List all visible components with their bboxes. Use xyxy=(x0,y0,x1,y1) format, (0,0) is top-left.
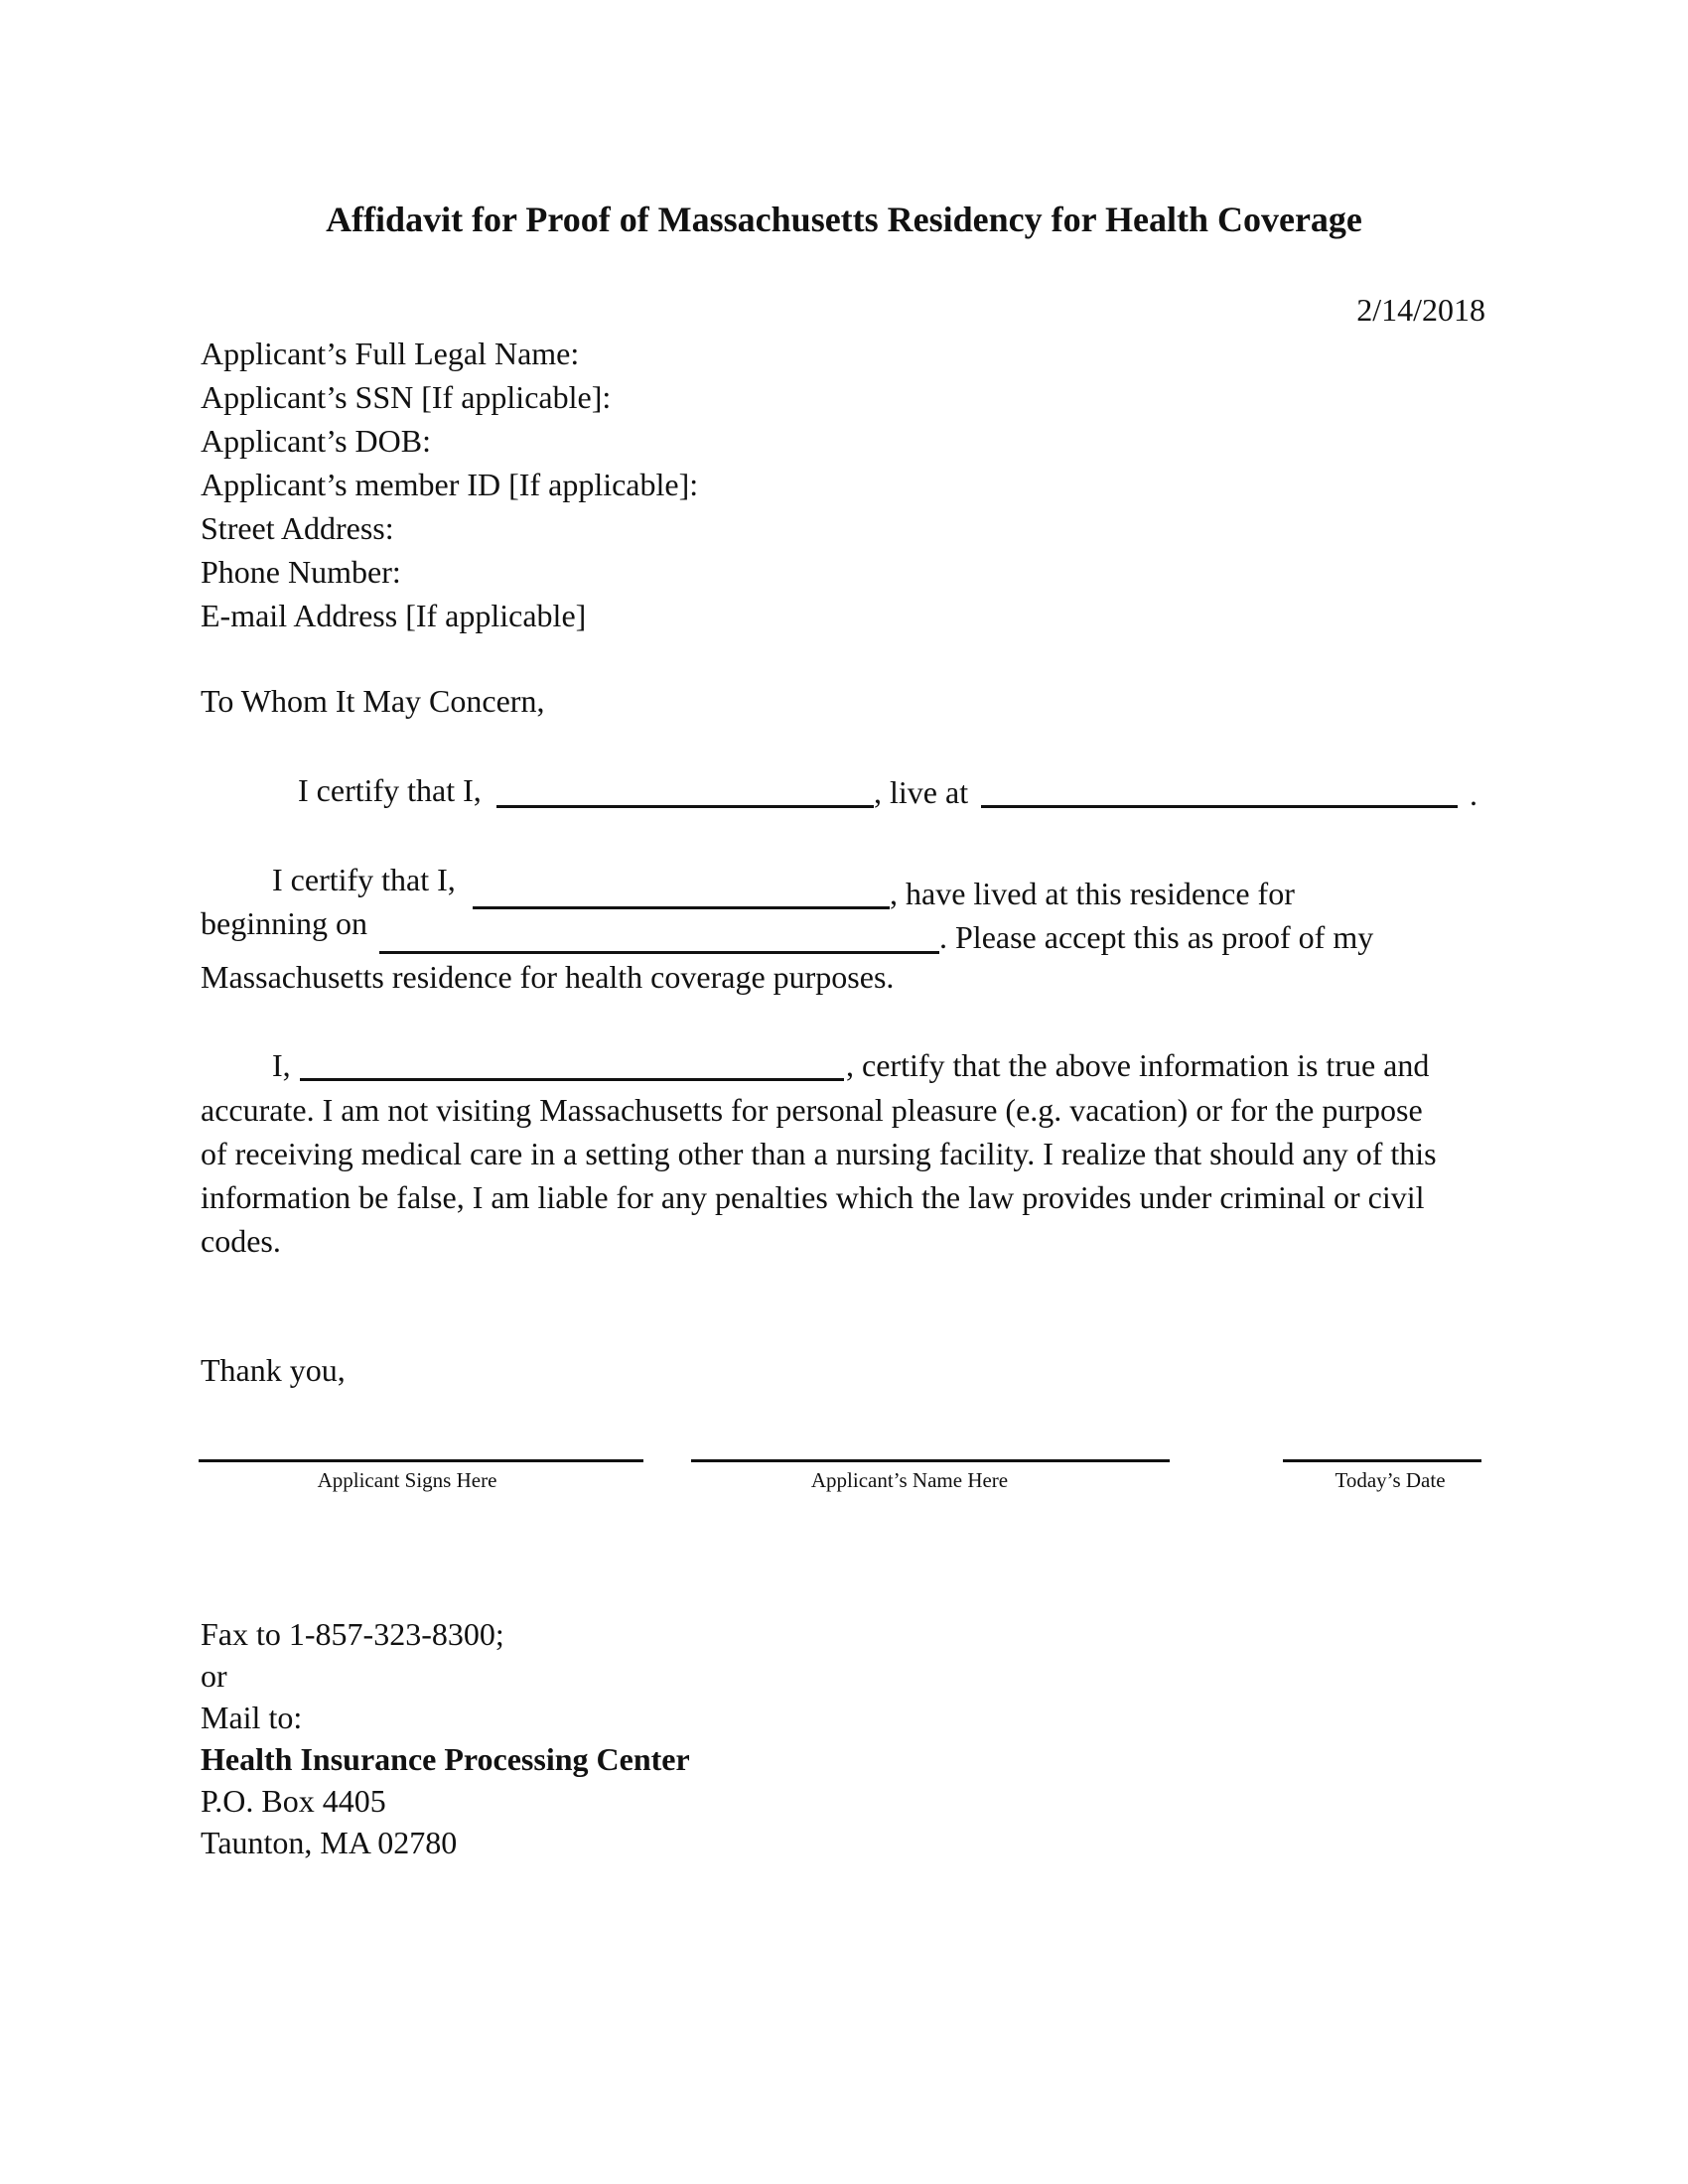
mail-to-label: Mail to: xyxy=(201,1700,303,1735)
field-dob: Applicant’s DOB: xyxy=(201,423,431,459)
cert1-mid: , live at xyxy=(874,774,969,810)
cert2-name-blank[interactable] xyxy=(473,906,890,909)
field-street-address: Street Address: xyxy=(201,510,394,546)
cert3-body xyxy=(201,1088,1491,1263)
field-email-address: E-mail Address [If applicable] xyxy=(201,598,587,633)
fax-number: Fax to 1-857-323-8300; xyxy=(201,1616,504,1652)
cert1-name-blank[interactable] xyxy=(496,805,874,808)
todays-date-label: Today’s Date xyxy=(1335,1468,1446,1492)
cert2-mid: , have lived at this residence for xyxy=(890,876,1295,911)
signature-line[interactable] xyxy=(199,1459,643,1462)
signature-label: Applicant Signs Here xyxy=(317,1468,497,1492)
applicant-info-fields xyxy=(201,332,698,637)
po-box: P.O. Box 4405 xyxy=(201,1783,386,1819)
cert1-address-blank[interactable] xyxy=(981,805,1458,808)
cert2-date-blank[interactable] xyxy=(379,951,939,954)
cert2-line2-prefix: beginning on xyxy=(201,905,367,941)
applicant-name-label: Applicant’s Name Here xyxy=(810,1468,1009,1492)
cert2-prefix: I certify that I, xyxy=(272,862,456,897)
cert3-body-line: information be false, I am liable for any penalties which the law provides under criminal or civil xyxy=(201,1179,1425,1215)
field-member-id: Applicant’s member ID [If applicable]: xyxy=(201,467,699,502)
cert3-body-line: codes. xyxy=(201,1223,281,1259)
cert3-name-blank[interactable] xyxy=(300,1078,844,1081)
processing-center-name: Health Insurance Processing Center xyxy=(201,1741,690,1777)
or-text: or xyxy=(201,1658,227,1694)
cert3-body-line: of receiving medical care in a setting other than a nursing facility. I realize that should any of this xyxy=(201,1136,1437,1171)
field-phone-number: Phone Number: xyxy=(201,554,401,590)
document-date: 2/14/2018 xyxy=(1356,292,1485,328)
document-title: Affidavit for Proof of Massachusetts Residency for Health Coverage xyxy=(326,200,1362,239)
closing: Thank you, xyxy=(201,1352,346,1388)
field-ssn: Applicant’s SSN [If applicable]: xyxy=(201,379,612,415)
cert2-line3: Massachusetts residence for health coverage purposes. xyxy=(201,959,895,995)
mailing-info xyxy=(201,1613,690,1863)
field-full-legal-name: Applicant’s Full Legal Name: xyxy=(201,336,580,371)
cert2-line2-suffix: . Please accept this as proof of my xyxy=(939,919,1374,955)
cert3-body-line: accurate. I am not visiting Massachusetts for personal pleasure (e.g. vacation) or for the purpose xyxy=(201,1092,1423,1128)
cert1-end: . xyxy=(1470,776,1477,812)
city-state-zip: Taunton, MA 02780 xyxy=(201,1825,458,1860)
salutation: To Whom It May Concern, xyxy=(201,683,545,719)
applicant-name-line[interactable] xyxy=(691,1459,1170,1462)
cert3-prefix: I, xyxy=(272,1047,291,1083)
cert1-prefix: I certify that I, xyxy=(298,772,482,808)
cert3-mid: , certify that the above information is true and xyxy=(846,1047,1430,1083)
todays-date-line[interactable] xyxy=(1283,1459,1481,1462)
